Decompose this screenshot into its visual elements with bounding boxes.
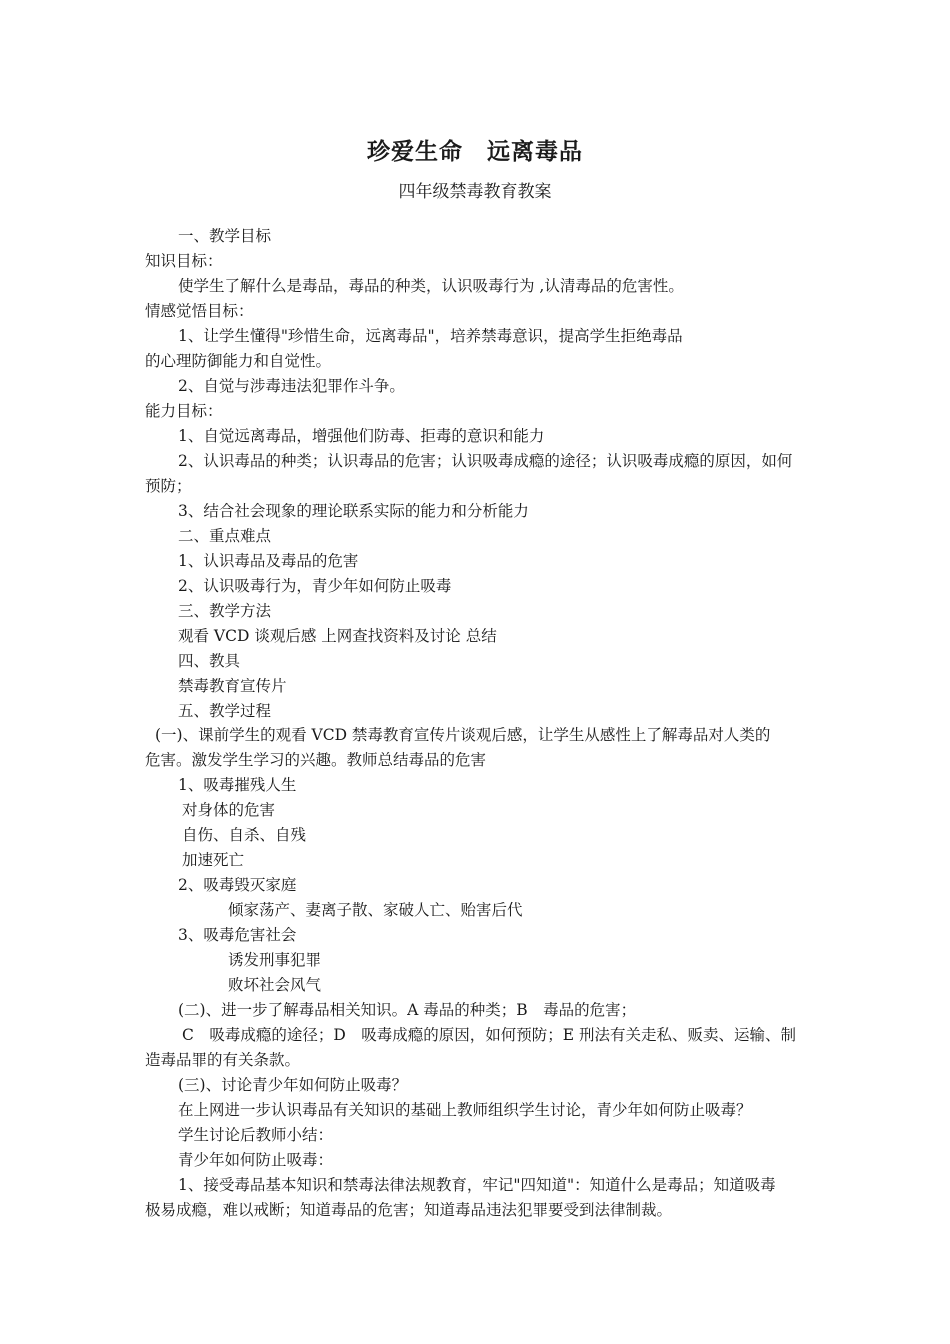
- section-heading-process: 五、教学过程: [178, 702, 272, 720]
- list-item: 2、吸毒毁灭家庭: [178, 876, 297, 894]
- list-item: 倾家荡产、妻离子散、家破人亡、贻害后代: [228, 901, 523, 919]
- paragraph-line: 1、认识毒品及毒品的危害: [178, 552, 359, 570]
- subheading-ability: 能力目标：: [145, 402, 223, 420]
- document-subtitle: 四年级禁毒教育教案: [398, 182, 552, 202]
- list-item: 败坏社会风气: [228, 976, 322, 994]
- paragraph-line: 学生讨论后教师小结：: [178, 1126, 334, 1144]
- document-title: 珍爱生命 远离毒品: [367, 139, 583, 165]
- paragraph-line: (一)、课前学生的观看 VCD 禁毒教育宣传片谈观后感，让学生从感性上了解毒品对人类的: [155, 726, 771, 744]
- paragraph-line: 极易成瘾，难以戒断；知道毒品的危害；知道毒品违法犯罪要受到法律制裁。: [145, 1201, 673, 1219]
- section-heading-objectives: 一、教学目标: [178, 227, 272, 245]
- section-heading-aids: 四、教具: [178, 652, 241, 670]
- section-heading-key-points: 二、重点难点: [178, 527, 272, 545]
- paragraph-line: 2、自觉与涉毒违法犯罪作斗争。: [178, 377, 405, 395]
- paragraph-line: 预防；: [145, 477, 192, 495]
- paragraph-line: 青少年如何防止吸毒：: [178, 1151, 334, 1169]
- paragraph-line: C 吸毒成瘾的途径；D 吸毒成瘾的原因，如何预防；E 刑法有关走私、贩卖、运输、制: [182, 1026, 797, 1044]
- list-item: 对身体的危害: [182, 801, 276, 819]
- list-item: 诱发刑事犯罪: [228, 951, 322, 969]
- paragraph-line: 观看 VCD 谈观后感 上网查找资料及讨论 总结: [178, 627, 497, 645]
- paragraph-line: 禁毒教育宣传片: [178, 677, 287, 695]
- paragraph-line: (三)、讨论青少年如何防止吸毒？: [178, 1076, 408, 1094]
- paragraph-line: 2、认识吸毒行为，青少年如何防止吸毒: [178, 577, 452, 595]
- paragraph-line: 使学生了解什么是毒品，毒品的种类，认识吸毒行为 ,认清毒品的危害性。: [178, 277, 684, 295]
- paragraph-line: 危害。激发学生学习的兴趣。教师总结毒品的危害: [145, 751, 487, 769]
- paragraph-line: 的心理防御能力和自觉性。: [145, 352, 332, 370]
- paragraph-line: 1、接受毒品基本知识和禁毒法律法规教育，牢记"四知道"：知道什么是毒品；知道吸毒: [178, 1176, 776, 1194]
- paragraph-line: 1、自觉远离毒品，增强他们防毒、拒毒的意识和能力: [178, 427, 545, 445]
- paragraph-line: (二)、进一步了解毒品相关知识。A 毒品的种类；B 毒品的危害；: [178, 1001, 637, 1019]
- paragraph-line: 1、让学生懂得"珍惜生命，远离毒品"，培养禁毒意识，提高学生拒绝毒品: [178, 327, 683, 345]
- list-item: 3、吸毒危害社会: [178, 926, 297, 944]
- paragraph-line: 3、结合社会现象的理论联系实际的能力和分析能力: [178, 502, 529, 520]
- subheading-emotion: 情感觉悟目标：: [145, 302, 254, 320]
- section-heading-methods: 三、教学方法: [178, 602, 272, 620]
- list-item: 1、吸毒摧残人生: [178, 776, 297, 794]
- paragraph-line: 在上网进一步认识毒品有关知识的基础上教师组织学生讨论，青少年如何防止吸毒？: [178, 1101, 752, 1119]
- paragraph-line: 2、认识毒品的种类；认识毒品的危害；认识吸毒成瘾的途径；认识吸毒成瘾的原因，如何: [178, 452, 793, 470]
- list-item: 自伤、自杀、自残: [182, 826, 307, 844]
- list-item: 加速死亡: [182, 851, 245, 869]
- subheading-knowledge: 知识目标：: [145, 252, 223, 270]
- paragraph-line: 造毒品罪的有关条款。: [145, 1051, 301, 1069]
